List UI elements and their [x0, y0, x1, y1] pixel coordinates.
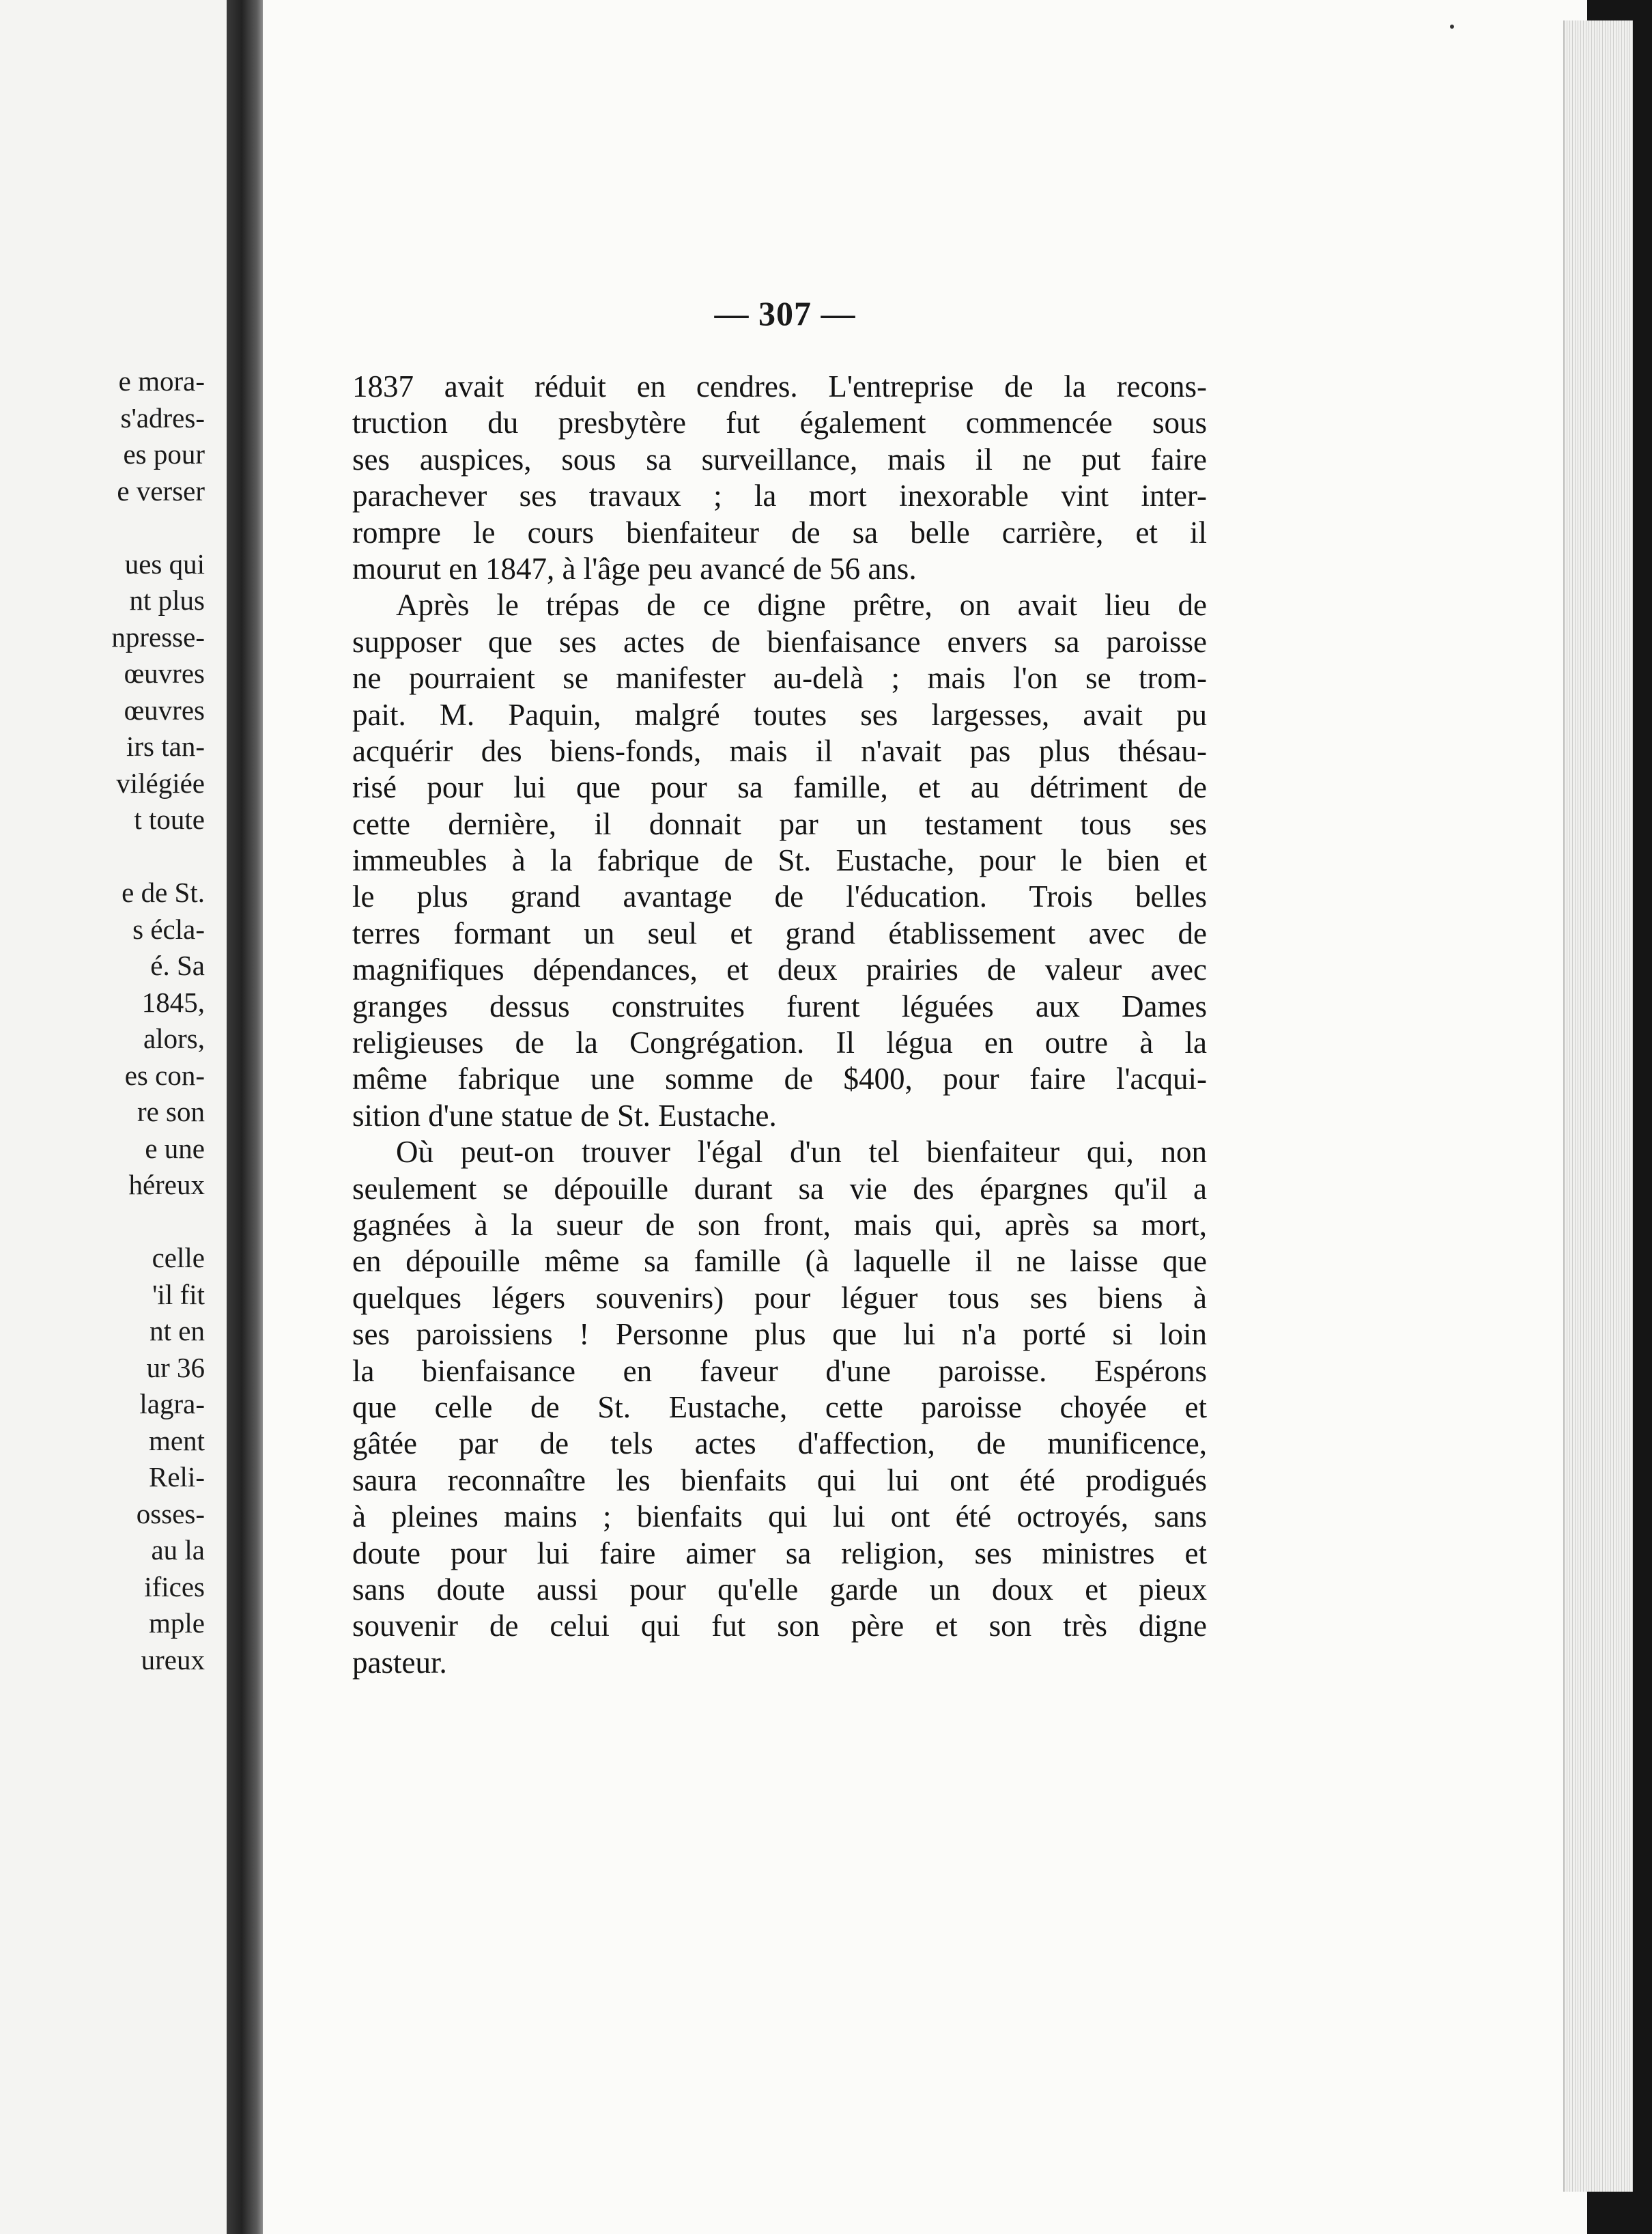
- text-line: seulement se dépouille durant sa vie des épargnes qu'il a: [352, 1171, 1207, 1206]
- left-line: e une: [145, 1132, 205, 1164]
- left-line: es con-: [124, 1059, 205, 1091]
- left-line: ment: [149, 1424, 205, 1456]
- text-line: Où peut-on trouver l'égal d'un tel bienfaiteur qui, non: [396, 1135, 1207, 1170]
- page-number: — 307 —: [714, 294, 856, 333]
- text-line: ses auspices, sous sa surveillance, mais il ne put faire: [352, 442, 1207, 477]
- text-line: à pleines mains ; bienfaits qui lui ont été octroyés, sans: [352, 1499, 1207, 1534]
- text-line: gagnées à la sueur de son front, mais qui, après sa mort,: [352, 1207, 1207, 1242]
- left-line: 'il fit: [152, 1278, 205, 1310]
- left-line: e mora-: [118, 365, 205, 397]
- text-line: religieuses de la Congrégation. Il légua en outre à la: [352, 1026, 1207, 1060]
- left-line: s écla-: [132, 913, 205, 945]
- left-line: [0, 509, 205, 546]
- left-line: ues qui: [124, 548, 205, 580]
- text-line: en dépouille même sa famille (à laquelle il ne laisse que: [352, 1244, 1207, 1279]
- text-line: magnifiques dépendances, et deux prairies de valeur avec: [352, 952, 1207, 987]
- left-line: es pour: [123, 438, 205, 470]
- body-text: [352, 369, 1207, 1681]
- speck: [1450, 25, 1454, 29]
- text-line: ses paroissiens ! Personne plus que lui n'a porté si loin: [352, 1317, 1207, 1352]
- text-line: même fabrique une somme de $400, pour faire l'acqui-: [352, 1062, 1207, 1097]
- left-line: e verser: [117, 475, 205, 507]
- text-line: truction du presbytère fut également commencée sous: [352, 406, 1207, 440]
- left-line: nt en: [149, 1315, 205, 1346]
- text-line: parachever ses travaux ; la mort inexorable vint inter-: [352, 479, 1207, 513]
- left-line: e de St.: [122, 877, 205, 908]
- left-line: lagra-: [139, 1388, 205, 1419]
- text-line: terres formant un seul et grand établissement avec de: [352, 916, 1207, 950]
- left-line: é. Sa: [150, 950, 205, 981]
- text-line: rompre le cours bienfaiteur de sa belle carrière, et il: [352, 515, 1207, 550]
- left-line: celle: [152, 1242, 205, 1273]
- text-line: 1837 avait réduit en cendres. L'entreprise de la recons-: [352, 369, 1207, 404]
- text-line: la bienfaisance en faveur d'une paroisse. Espérons: [352, 1353, 1207, 1388]
- text-line: Après le trépas de ce digne prêtre, on avait lieu de: [396, 588, 1207, 623]
- left-page-text: [0, 363, 205, 1678]
- text-line: le plus grand avantage de l'éducation. Trois belles: [352, 879, 1207, 914]
- left-line: héreux: [128, 1169, 205, 1200]
- text-line: mourut en 1847, à l'âge peu avancé de 56 ans.: [352, 551, 917, 586]
- left-line: alors,: [143, 1023, 205, 1054]
- left-line: Reli-: [149, 1461, 205, 1493]
- text-line: supposer que ses actes de bienfaisance envers sa paroisse: [352, 624, 1207, 659]
- left-line: 1845,: [141, 986, 205, 1018]
- left-line: ur 36: [146, 1351, 205, 1383]
- left-line: irs tan-: [126, 731, 205, 762]
- left-line: [0, 1204, 205, 1241]
- text-line: pasteur.: [352, 1645, 447, 1680]
- left-line: œuvres: [124, 658, 205, 689]
- text-line: risé pour lui que pour sa famille, et au détriment de: [352, 770, 1207, 805]
- text-line: quelques légers souvenirs) pour léguer tous ses biens à: [352, 1280, 1207, 1315]
- left-line: mple: [149, 1607, 205, 1639]
- left-line: t toute: [134, 804, 205, 835]
- text-line: doute pour lui faire aimer sa religion, ses ministres et: [352, 1536, 1207, 1570]
- left-line: ifices: [144, 1570, 205, 1602]
- left-line: [0, 838, 205, 875]
- text-line: granges dessus construites furent léguées aux Dames: [352, 989, 1207, 1023]
- text-line: saura reconnaître les bienfaits qui lui ont été prodigués: [352, 1462, 1207, 1497]
- left-line: osses-: [136, 1497, 205, 1529]
- left-line: s'adres-: [120, 401, 205, 434]
- text-line: que celle de St. Eustache, cette paroisse choyée et: [352, 1389, 1207, 1424]
- page-edges: [1563, 20, 1633, 2192]
- text-line: sition d'une statue de St. Eustache.: [352, 1098, 777, 1133]
- text-line: ne pourraient se manifester au-delà ; mais l'on se trom-: [352, 661, 1207, 696]
- text-line: cette dernière, il donnait par un testament tous ses: [352, 806, 1207, 841]
- text-line: acquérir des biens-fonds, mais il n'avait pas plus thésau-: [352, 733, 1207, 768]
- book-gutter: [227, 0, 264, 2234]
- text-line: sans doute aussi pour qu'elle garde un doux et pieux: [352, 1572, 1207, 1607]
- text-line: immeubles à la fabrique de St. Eustache, pour le bien et: [352, 843, 1207, 878]
- left-facing-page: [0, 0, 232, 2234]
- left-line: œuvres: [124, 694, 205, 726]
- text-line: pait. M. Paquin, malgré toutes ses largesses, avait pu: [352, 697, 1207, 732]
- left-line: vilégiée: [116, 767, 205, 799]
- text-line: souvenir de celui qui fut son père et son très digne: [352, 1609, 1207, 1643]
- left-line: ureux: [141, 1643, 205, 1676]
- left-line: npresse-: [111, 621, 205, 653]
- left-line: au la: [151, 1534, 205, 1566]
- left-line: re son: [137, 1096, 205, 1127]
- left-line: nt plus: [129, 584, 205, 616]
- text-line: gâtée par de tels actes d'affection, de munificence,: [352, 1426, 1207, 1461]
